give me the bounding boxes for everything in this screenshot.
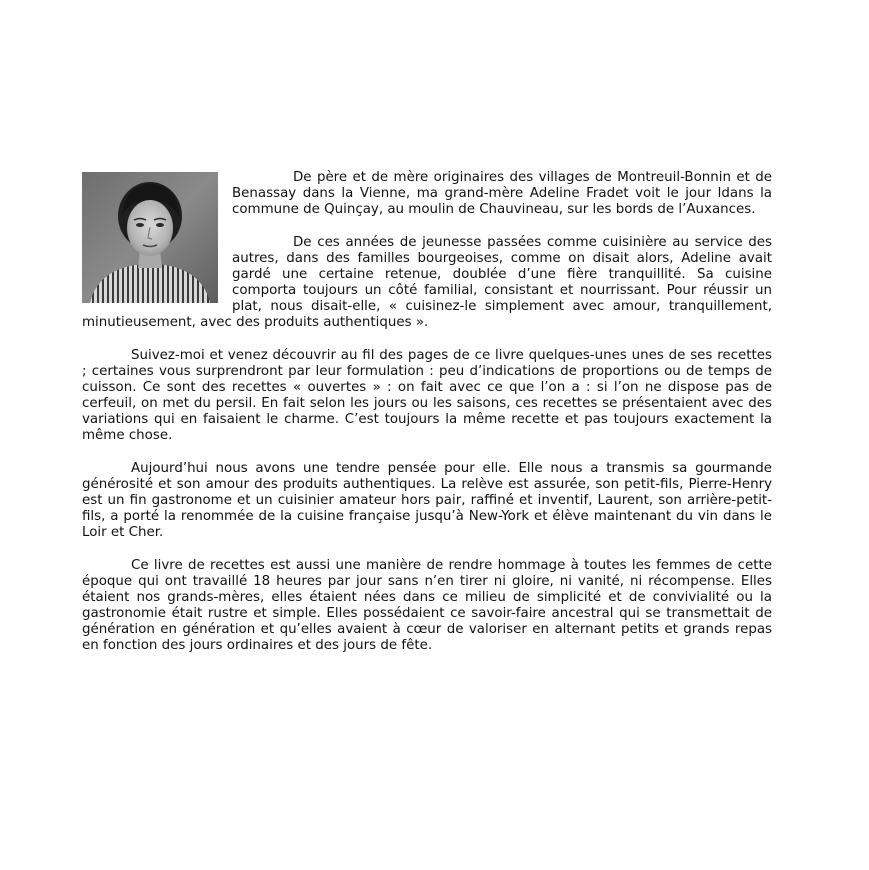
paragraph-3: Suivez-moi et venez découvrir au fil des pages de ce livre quelques-unes unes de ses recettes ; certaines vous surprendront par leur formulation : peu d’indications de proportions ou de temps de cuisson. Ce sont des recettes « ouvertes » : on fait avec ce que l’on a : si l’on ne dispose pas de cerfeuil, on met du persil. En fait selon les jours ou les saisons, ces recettes se présentaient avec des variations qui en faisaient le charme. C’est toujours la même recette et pas toujours exactement la même chose. xyxy=(82,348,772,443)
document-page xyxy=(82,170,772,671)
paragraph-5: Ce livre de recettes est aussi une manière de rendre hommage à toutes les femmes de cette époque qui ont travaillé 18 heures par jour sans n’en tirer ni gloire, ni vanité, ni récompense. Elles étaient nos grands-mères, elles étaient nées dans ce milieu de simplicité et de convivialité ou la gastronomie était rustre et simple. Elles possédaient ce savoir-faire ancestral qui se transmettait de génération en génération et qu’elles avaient à cœur de valoriser en alternant petits et grands repas en fonction des jours ordinaires et des jours de fête. xyxy=(82,558,772,653)
portrait-photo xyxy=(82,172,218,303)
paragraph-2: De ces années de jeunesse passées comme cuisinière au service des autres, dans des familles bourgeoises, comme on disait alors, Adeline avait gardé une certaine retenue, doublée d’une fière tranquillité. Sa cuisine comporta toujours un côté familial, consistant et nourrissant. Pour réussir un plat, nous disait-elle, « cuisinez-le simplement avec amour, tranquillement, minutieusement, avec des produits authentiques ». xyxy=(82,235,772,330)
paragraph-4: Aujourd’hui nous avons une tendre pensée pour elle. Elle nous a transmis sa gourmande générosité et son amour des produits authentiques. La relève est assurée, son petit-fils, Pierre-Henry est un fin gastronome et un cuisinier amateur hors pair, raffiné et inventif, Laurent, son arrière-petit-fils, a porté la renommée de la cuisine française jusqu’à New-York et élève maintenant du vin dans le Loir et Cher. xyxy=(82,461,772,540)
paragraph-1: De père et de mère originaires des villages de Montreuil-Bonnin et de Benassay dans la Vienne, ma grand-mère Adeline Fradet voit le jour ldans la commune de Quinçay, au moulin de Chauvineau, sur les bords de l’Auxances. xyxy=(232,170,772,217)
